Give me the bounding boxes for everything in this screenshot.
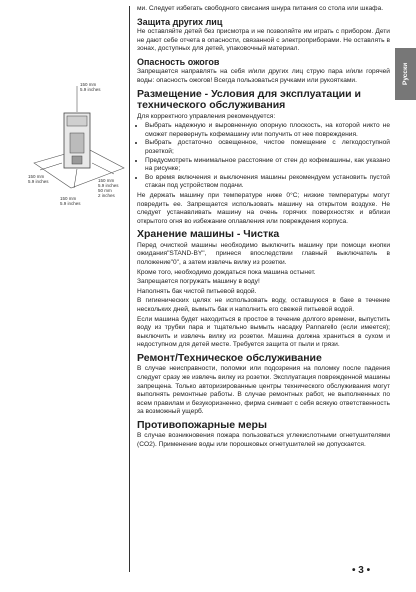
section-text-protect: Не оставляйте детей без присмотра и не позволяйте им играть с прибором. Дети не дают себе отчета в опасности, связанной с электроприборами. Не оставлять в зонах, доступных для детей, упаковочный материал.: [137, 28, 390, 53]
section-text-burn: Запрещается направлять на себя и/или других лиц струю пара и/или горячей воды: опасность ожогов! Всегда пользоваться ручками или рукоятками.: [137, 68, 390, 84]
intro-text: ми. Следует избегать свободного свисания шнура питания со стола или шкафа.: [137, 5, 384, 12]
dim-top-mm: 150 mm: [80, 82, 97, 87]
dim-bottom-mm: 150 mm: [60, 196, 77, 201]
list-item: • Выбрать надежную и выровненную опорную плоскость, на которой никто не сможет перевернуть кофемашину или получить от нее повреждения.: [145, 122, 390, 139]
main-column: [137, 5, 390, 451]
dim-bottom-in: 5.9 inches: [60, 201, 81, 206]
section-title-protect: Защита других лиц: [137, 16, 223, 27]
page-number: • 3 •: [352, 565, 371, 576]
section-title-cleaning: Хранение машины - Чистка: [137, 228, 280, 241]
dim-top-in: 5.9 inches: [80, 87, 101, 92]
cleaning-text: Перед очисткой машины необходимо выключить машину при помощи кнопки ожидания"STAND-BY", принеся впоследствии главный выключатель в положение"0", а затем извлечь вилку из розетки.: [137, 241, 390, 266]
dim-right-in: 5.9 inches: [98, 183, 119, 188]
usage-after: Не держать машину при температуре ниже 0°C; низкие температуры могут повредить ее. Запрещается использовать машину на открытом воздухе. Не следует устанавливать машину на очень горячих поверхностях и вблизи открытого огня во избежание оплавления или повреждения корпуса.: [137, 191, 390, 225]
machine-clearance-diagram: [26, 78, 126, 213]
cleaning-text: Кроме того, необходимо дождаться пока машина остынет.: [137, 268, 316, 276]
language-tab: [395, 48, 416, 100]
dim-left-mm: 150 mm: [28, 174, 45, 179]
dim-left-in: 5.9 inches: [28, 179, 49, 184]
list-item: • Выбрать достаточно освещенное, чистое помещение с легкодоступной розеткой;: [145, 139, 390, 156]
section-title-repair: Ремонт/Техническое обслуживание: [137, 351, 322, 364]
usage-lead: Для корректного управления рекомендуется:: [137, 112, 276, 120]
dim-front-in: 2 inches: [98, 193, 115, 198]
usage-list: [137, 122, 390, 191]
dim-right-mm: 150 mm: [98, 178, 115, 183]
fire-text: В случае возникновения пожара пользоваться углекислотными огнетушителями (CO2). Применение воды или порошковых огнетушителей не допускается.: [137, 432, 390, 449]
repair-text: В случае неисправности, поломки или подозрения на поломку после падения следует сразу же извлечь вилку из розетки. Эксплуатация поврежденной машины запрещена. Только авторизированные центры технического обслуживания могут выполнять ремонтные работы. В случае ремонтных работ, не выполненных по всем правилам и безукоризненно, фирма снимает с себя всякую ответственность за возможный ущерб.: [137, 365, 390, 416]
cleaning-text: Запрещается погружать машину в воду!: [137, 278, 260, 286]
section-title-burn: Опасность ожогов: [137, 56, 220, 67]
language-tab-label: Русски: [402, 62, 409, 86]
cleaning-text: В гигиенических целях не использовать воду, оставшуюся в баке в течение нескольких дней, вымыть бак и наполнить его свежей питьевой водой.: [137, 297, 390, 313]
cleaning-text: Если машина будет находиться в простое в течение долгого времени, выпустить воду из трубки пара и тщательно вымыть насадку Pannarello (если имеется); выключить и извлечь вилку из розетки. Машина должна храниться в сухом и недоступном для детей месте. Требуется защита от пыли и грязи.: [137, 315, 390, 349]
list-item: • Во время включения и выключения машины рекомендуем установить пустой стакан под устройством подачи.: [145, 174, 390, 191]
cleaning-text: Наполнять бак чистой питьевой водой.: [137, 287, 257, 295]
dim-front-mm: 50 mm: [98, 188, 112, 193]
list-item: • Предусмотреть минимальное расстояние от стен до кофемашины, как указано на рисунке;: [145, 157, 390, 174]
section-title-usage: Размещение - Условия для эксплуатации и технического обслуживания: [137, 87, 361, 112]
section-title-fire: Противопожарные меры: [137, 418, 267, 431]
column-divider: [129, 6, 130, 572]
